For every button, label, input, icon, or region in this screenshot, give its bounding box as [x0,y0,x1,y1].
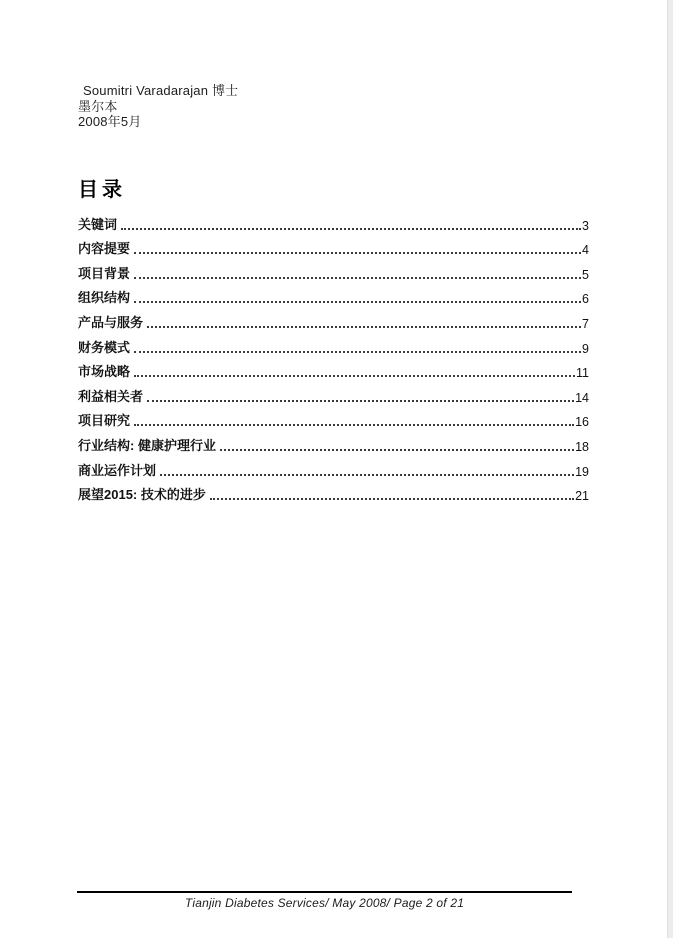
toc-entry-label: 产品与服务 [78,314,144,330]
toc-entry [78,409,589,434]
toc-entry-page: 21 [575,489,589,504]
document-header [78,83,238,130]
toc-leader-dots [147,326,581,328]
toc-entry-page: 16 [575,415,589,430]
toc-leader-dots [220,449,574,451]
toc-leader-dots [134,301,581,303]
toc-entry [78,384,589,409]
toc-leader-dots [210,498,574,500]
toc-leader-dots [160,474,574,476]
toc-entry [78,310,589,335]
toc-entry [78,360,589,385]
toc-entry-page: 14 [575,390,589,405]
toc-entry-page: 4 [582,243,589,258]
page-footer [77,891,572,910]
toc-leader-dots [121,228,581,230]
toc-entry-label: 商业运作计划 [78,462,157,478]
toc-entry [78,212,589,237]
toc-entry-page: 5 [582,267,589,282]
toc-entry-page: 19 [575,464,589,479]
toc-entry-page: 11 [576,366,589,381]
date-line: 2008年5月 [78,114,142,129]
toc-entry-label: 市场战略 [78,364,131,380]
author-line: Soumitri Varadarajan 博士 [83,83,239,98]
toc-leader-dots [134,375,575,377]
toc-entry-label: 展望2015: 技术的进步 [78,487,206,503]
toc-entry [78,433,589,458]
toc-leader-dots [134,351,581,353]
toc-entry-label: 行业结构: 健康护理行业 [78,437,216,453]
toc-entry-label: 项目背景 [78,265,131,281]
toc-entry-label: 利益相关者 [78,388,144,404]
toc-list [78,212,589,507]
toc-entry-label: 组织结构 [78,290,131,306]
page-edge-strip [667,0,673,938]
toc-title: 目录 [78,179,126,201]
toc-leader-dots [134,252,581,254]
toc-entry-page: 6 [582,292,589,307]
toc-entry-page: 7 [582,316,589,331]
toc-leader-dots [147,400,574,402]
toc-leader-dots [134,424,574,426]
toc-entry-label: 项目研究 [78,413,131,429]
toc-entry-label: 财务模式 [78,339,131,355]
toc-entry [78,261,589,286]
toc-entry [78,335,589,360]
toc-entry-page: 18 [575,439,589,454]
toc-entry-page: 9 [582,341,589,356]
toc-leader-dots [134,277,581,279]
toc-entry [78,458,589,483]
toc-entry-label: 关键词 [78,216,118,232]
toc-entry [78,483,589,508]
location-line: 墨尔本 [78,98,118,114]
toc-entry [78,286,589,311]
toc-entry-page: 3 [582,218,589,233]
toc-entry [78,237,589,262]
toc-entry-label: 内容提要 [78,241,131,257]
footer-text: Tianjin Diabetes Services/ May 2008/ Page 2 of 21 [184,896,465,910]
